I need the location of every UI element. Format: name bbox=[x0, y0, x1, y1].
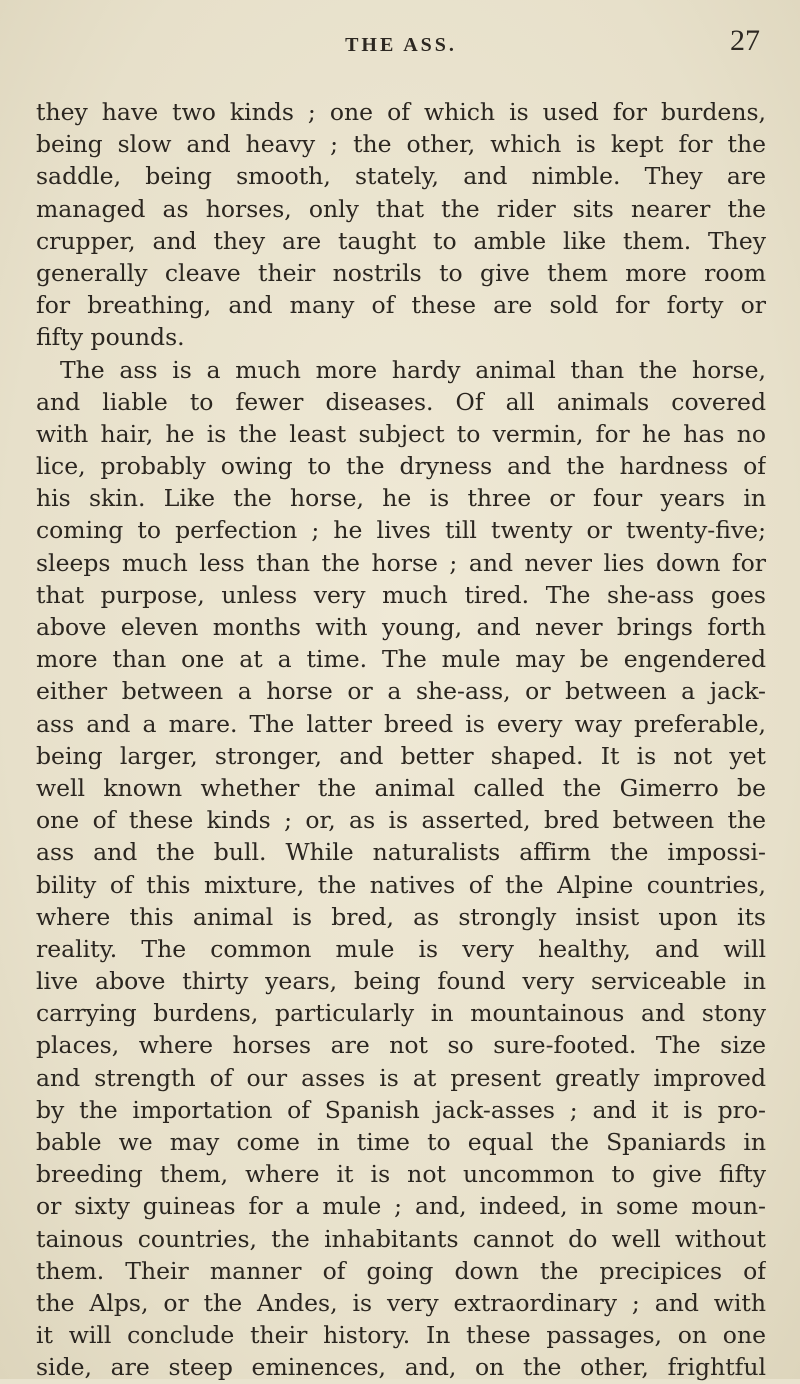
text-line: tainous countries, the inhabitants cannot do well without bbox=[36, 1224, 766, 1253]
text-line: it will conclude their history. In these passages, on one bbox=[36, 1321, 766, 1350]
text-line: they have two kinds ; one of which is used for burdens, bbox=[36, 98, 766, 126]
text-line: more than one at a time. The mule may be engendered bbox=[36, 645, 766, 674]
text-line: his skin. Like the horse, he is three or four years in bbox=[36, 484, 766, 513]
text-line: side, are steep eminences, and, on the other, frightful bbox=[36, 1353, 766, 1382]
running-head bbox=[36, 22, 766, 68]
text-line: where this animal is bred, as strongly insist upon its bbox=[36, 902, 766, 931]
body-text bbox=[36, 96, 766, 1384]
text-line: crupper, and they are taught to amble like them. They bbox=[36, 226, 766, 255]
text-line: by the importation of Spanish jack-asses ; and it is pro- bbox=[36, 1095, 766, 1124]
text-line: them. Their manner of going down the precipices of bbox=[36, 1256, 766, 1285]
text-line: coming to perfection ; he lives till twenty or twenty-five; bbox=[36, 516, 766, 545]
text-line: for breathing, and many of these are sold for forty or bbox=[36, 291, 766, 320]
text-line: bility of this mixture, the natives of the Alpine countries, bbox=[36, 870, 766, 899]
text-line: and liable to fewer diseases. Of all animals covered bbox=[36, 387, 766, 416]
text-line: being slow and heavy ; the other, which is kept for the bbox=[36, 130, 766, 159]
text-line: carrying burdens, particularly in mountainous and stony bbox=[36, 999, 766, 1028]
text-line: ass and a mare. The latter breed is every way preferable, bbox=[36, 709, 766, 738]
text-line: fifty pounds. bbox=[36, 323, 185, 352]
text-line: breeding them, where it is not uncommon to give fifty bbox=[36, 1160, 766, 1189]
text-line: lice, probably owing to the dryness and the hardness of bbox=[36, 452, 766, 481]
page-number: 27 bbox=[730, 24, 760, 57]
text-line: or sixty guineas for a mule ; and, indeed, in some moun- bbox=[36, 1192, 766, 1221]
text-line: one of these kinds ; or, as is asserted, bred between the bbox=[36, 806, 766, 835]
text-line: the Alps, or the Andes, is very extraordinary ; and with bbox=[36, 1288, 766, 1317]
text-line: being larger, stronger, and better shaped. It is not yet bbox=[36, 741, 766, 770]
text-line: and strength of our asses is at present greatly improved bbox=[36, 1063, 766, 1092]
text-line: either between a horse or a she-ass, or between a jack- bbox=[36, 677, 766, 706]
text-line: The ass is a much more hardy animal than the horse, bbox=[60, 355, 766, 384]
text-line: ass and the bull. While naturalists affirm the impossi- bbox=[36, 838, 766, 867]
text-line: above eleven months with young, and never brings forth bbox=[36, 613, 766, 641]
text-line: saddle, being smooth, stately, and nimble. They are bbox=[36, 162, 766, 191]
text-line: that purpose, unless very much tired. The she-ass goes bbox=[36, 580, 766, 609]
text-line: well known whether the animal called the Gimerro be bbox=[36, 773, 766, 802]
text-line: live above thirty years, being found very serviceable in bbox=[36, 967, 766, 996]
text-line: places, where horses are not so sure-footed. The size bbox=[36, 1031, 766, 1060]
text-line: bable we may come in time to equal the Spaniards in bbox=[36, 1128, 766, 1156]
text-line: with hair, he is the least subject to vermin, for he has no bbox=[36, 419, 766, 448]
text-line: sleeps much less than the horse ; and never lies down for bbox=[36, 548, 766, 577]
text-line: managed as horses, only that the rider sits nearer the bbox=[36, 194, 766, 223]
running-head-title: THE ASS. bbox=[345, 34, 457, 56]
text-line: generally cleave their nostrils to give them more room bbox=[36, 258, 766, 287]
text-line: reality. The common mule is very healthy, and will bbox=[36, 934, 766, 963]
